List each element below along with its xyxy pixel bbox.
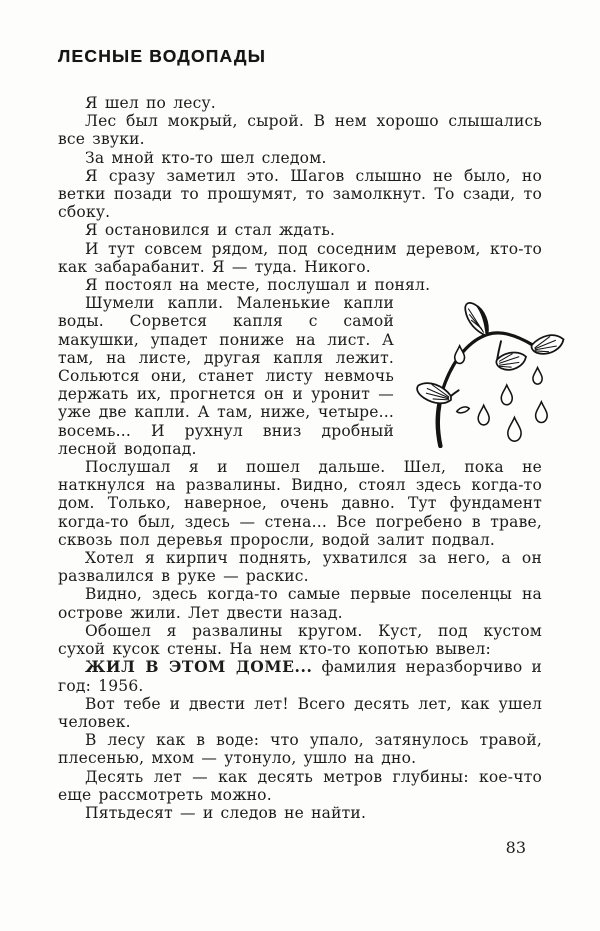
- paragraph: Хотел я кирпич поднять, ухватился за него, а он развалился в руке — раскис.: [58, 549, 542, 586]
- branch-bud: [457, 407, 470, 413]
- story-text: [58, 94, 542, 822]
- paragraph: Десять лет — как десять метров глубины: кое-что еще рассмотреть можно.: [58, 767, 542, 804]
- paragraph: За мной кто-то шел следом.: [85, 148, 327, 167]
- paragraph: В лесу как в воде: что упало, затянулось травой, плесенью, мхом — утонуло, ушло на дно.: [58, 731, 542, 768]
- paragraph: Я постоял на месте, послушал и понял.: [85, 276, 431, 295]
- branch-leaf-top: [465, 303, 488, 336]
- paragraph: Я остановился и стал ждать.: [85, 221, 336, 240]
- branch-with-water-drops-illustration: [408, 296, 568, 448]
- paragraph: Я сразу заметил это. Шагов слышно не было, но ветки позади то прошумят, то замолкнут. То сзади, то сбоку.: [58, 166, 542, 222]
- paragraph: Послушал я и пошел дальше. Шел, пока не наткнулся на развалины. Видно, стоял здесь когда-то дом. Только, наверное, очень давно. Тут фундамент когда-то был, здесь — стена... Все погребено в траве, сквозь пол деревья проросли, водой залит подвал.: [58, 458, 542, 549]
- paragraph: Видно, здесь когда-то самые первые поселенцы на острове жили. Лет двести назад.: [58, 585, 542, 622]
- branch-leaf-left: [417, 383, 451, 403]
- paragraph: Обошел я развалины кругом. Куст, под кустом сухой кусок стены. На нем кто-то копотью вывел:: [58, 621, 542, 659]
- inscription-bold-text: ЖИЛ В ЭТОМ ДОМЕ...: [85, 657, 313, 677]
- paragraph: И тут совсем рядом, под соседним деревом, кто-то как забарабанит. Я — туда. Никого.: [58, 239, 542, 276]
- page-number: 83: [505, 838, 526, 858]
- paragraph-text: Шумели капли. Маленькие капли воды. Сорвется капля с самой макушки, упадет пониже на лист. А там, на листе, другая капля лежит. Сольются они, станет листу невмочь держать их, прогнется он и уронит — уже две капли. А там, ниже, четыре... восемь... И рухнул вниз дробный лесной водопад.: [58, 294, 394, 458]
- paragraph: Лес был мокрый, сырой. В нем хорошо слышались все звуки.: [58, 112, 542, 149]
- paragraph: Я шел по лесу.: [85, 94, 216, 112]
- branch-leaf-middle: [496, 353, 526, 370]
- paragraph-text: фамилия неразборчиво и год: 1956.: [58, 658, 542, 695]
- paragraph-inscription: [58, 658, 542, 694]
- paragraph: Вот тебе и двести лет! Всего десять лет, как ушел человек.: [58, 694, 542, 731]
- branch-leaf-right: [532, 335, 564, 354]
- paragraph-with-illustration: [58, 294, 542, 458]
- chapter-title: ЛЕСНЫЕ ВОДОПАДЫ: [58, 46, 267, 66]
- paragraph: Пятьдесят — и следов не найти.: [85, 803, 367, 822]
